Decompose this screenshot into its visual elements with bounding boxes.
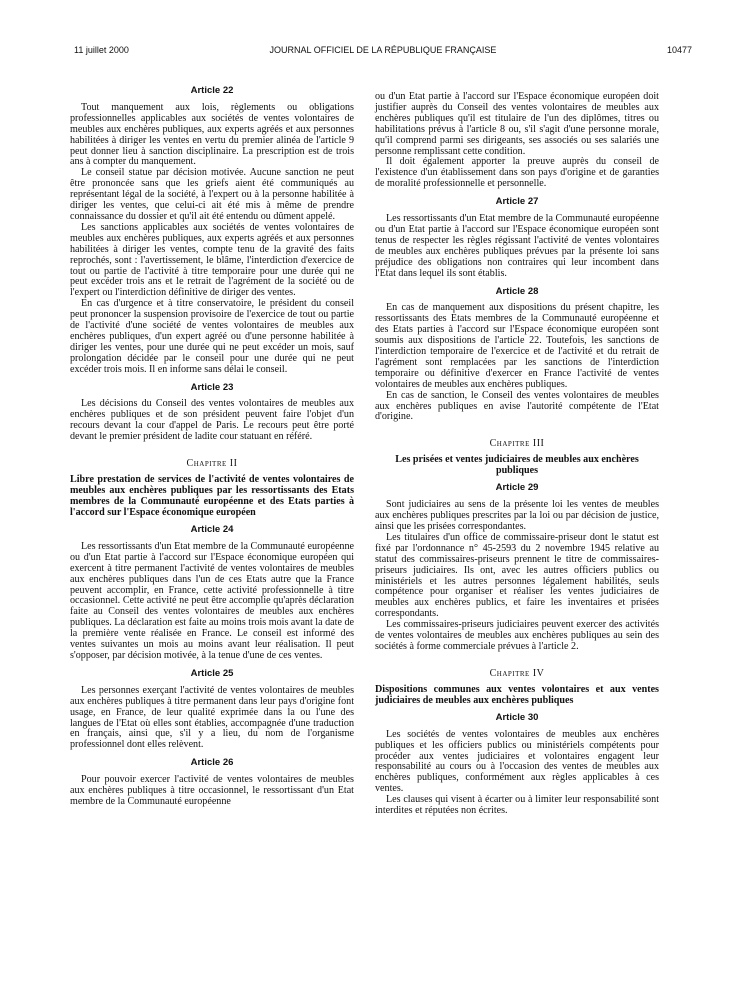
article-22-paragraph-2: Le conseil statue par décision motivée. Aucune sanction ne peut être prononcée sans que les griefs aient été communiqués au représentant légal de la société, à l'expert ou à la personne habilitée à diriger les ventes, que celui-ci ait été mis à même de prendre connaissance du dossier et qu'il ait été entendu ou dûment appelé.	[70, 167, 354, 222]
article-24-paragraph-1: Les ressortissants d'un Etat membre de la Communauté européenne ou d'un Etat partie à l'accord sur l'Espace économique européen qui exercent à titre permanent l'activité de ventes volontaires de meubles aux enchères publiques dans l'un de ces Etats autre que la France peuvent accomplir, en France, cette activité professionnelle à titre occasionnel. Cette activité ne peut être accomplie qu'après déclaration faite au Conseil des ventes volontaires de meubles aux enchères publiques. La déclaration est faite au moins trois mois avant la date de la première vente réalisée en France. Le conseil est informé des ventes suivantes un mois au moins avant leur réalisation. Il peut s'opposer, par décision motivée, à la tenue d'une de ces ventes.	[70, 540, 354, 661]
article-22-paragraph-4: En cas d'urgence et à titre conservatoire, le président du conseil peut prononcer la suspension provisoire de l'exercice de tout ou partie de l'activité d'une société de ventes volontaires de meubles aux enchères publiques, d'un expert agréé ou d'une personne habilitée à diriger les ventes, pour une durée qui ne peut excéder un mois, sauf prolongation décidée par le conseil pour une durée qui ne peut excéder trois mois. Il en informe sans délai le conseil.	[70, 298, 354, 375]
article-25-paragraph-1: Les personnes exerçant l'activité de ventes volontaires de meubles aux enchères publiques à titre permanent dans leur pays d'origine font usage, en France, de leur qualité exprimée dans la ou l'une des langues de l'Etat où elles sont établies, accompagnée d'une traduction en français, ainsi que, s'il y a lieu, du nom de l'organisme professionnel dont elles relèvent.	[70, 684, 354, 751]
page-header	[74, 42, 692, 58]
left-column	[70, 86, 354, 808]
article-23-heading: Article 23	[190, 381, 234, 393]
article-23-paragraph-1: Les décisions du Conseil des ventes volontaires de meubles aux enchères publiques et de son président peuvent faire l'objet d'un recours devant la cour d'appel de Paris. Le recours peut être porté devant le premier président de ladite cour statuant en référé.	[70, 398, 354, 443]
article-29-paragraph-1: Sont judiciaires au sens de la présente loi les ventes de meubles aux enchères publiques prescrites par la loi ou par décision de justice, ainsi que les prisées correspondantes.	[375, 499, 659, 532]
article-26-paragraph-2: Il doit également apporter la preuve auprès du conseil de l'existence d'un établissement dans son pays d'origine et de garanties de moralité professionnelle et personnelle.	[375, 156, 659, 190]
article-24-heading: Article 24	[190, 524, 234, 535]
chapter-4-title: Dispositions communes aux ventes volontaires et aux ventes judiciaires de meubles aux enchères publiques	[375, 683, 659, 706]
article-29-heading: Article 29	[495, 482, 539, 494]
chapter-3-label: Chapitre III	[489, 438, 545, 450]
article-26-paragraph-1-continued: ou d'un Etat partie à l'accord sur l'Espace économique européen doit justifier auprès du Conseil des ventes volontaires de meubles aux enchères publiques qu'il est titulaire de l'un des diplômes, titres ou habilitations prévus à l'article 8 ou, s'il s'agit d'une personne morale, qu'il comprend parmi ses dirigeants, ses associés ou ses salariés une personne remplissant cette condition.	[375, 91, 659, 157]
article-28-paragraph-2: En cas de sanction, le Conseil des ventes volontaires de meubles aux enchères publiques en avise l'autorité compétente de l'Etat d'origine.	[375, 389, 659, 423]
article-22-paragraph-1: Tout manquement aux lois, règlements ou obligations professionnelles applicables aux sociétés de ventes volontaires de meubles aux enchères publiques, aux experts agréés et aux personnes habilitées à diriger les ventes en vertu du premier alinéa de l'article 9 peut donner lieu à sanction disciplinaire. La prescription est de trois ans à compter du manquement.	[70, 101, 354, 168]
header-date: 11 juillet 2000	[74, 45, 129, 55]
chapter-2-title: Libre prestation de services de l'activité de ventes volontaires de meubles aux enchères publiques par les ressortissants des Etats membres de la Communauté européenne et des Etats parties à l'accord sur l'Espace économique européen	[70, 474, 354, 518]
article-27-paragraph-1: Les ressortissants d'un Etat membre de la Communauté européenne ou d'un Etat partie à l'accord sur l'Espace économique européen sont tenus de respecter les règles régissant l'activité de ventes volontaires de meubles aux enchères publiques prévues par la présente loi sans préjudice des obligations non contraires qui leur incombent dans l'Etat dans lequel ils sont établis.	[375, 213, 659, 279]
chapter-4-label: Chapitre IV	[489, 667, 545, 679]
article-22-heading: Article 22	[190, 85, 234, 96]
article-29-paragraph-2: Les titulaires d'un office de commissaire-priseur dont le statut est fixé par l'ordonnance n° 45-2593 du 2 novembre 1945 relative au statut des commissaires-priseurs prennent le titre de commissaires-priseurs judiciaires. Ils ont, avec les autres officiers publics ou ministériels et les autres personnes légalement habilités, seuls compétence pour organiser et réaliser les ventes judiciaires de meubles aux enchères publics, et faire les inventaires et prisées correspondants.	[375, 531, 659, 620]
article-28-heading: Article 28	[495, 285, 539, 297]
right-column	[375, 92, 659, 817]
article-29-paragraph-3: Les commissaires-priseurs judiciaires peuvent exercer des activités de ventes volontaires de meubles aux enchères publiques au sein des sociétés à forme commerciale prévues à l'article 2.	[375, 619, 659, 652]
header-page-number: 10477	[666, 45, 692, 55]
header-journal-title: JOURNAL OFFICIEL DE LA RÉPUBLIQUE FRANÇAISE	[269, 45, 497, 55]
chapter-2-label: Chapitre II	[186, 458, 238, 470]
article-28-paragraph-1: En cas de manquement aux dispositions du présent chapitre, les ressortissants des Etats membres de la Communauté européenne et des Etats parties à l'accord sur l'Espace économique européen sont soumis aux dispositions de l'article 22. Toutefois, les sanctions de l'interdiction temporaire de l'exercice et de l'activité et du retrait de l'agrément sont remplacées par les sanctions de l'interdiction temporaire ou définitive d'exercer en France l'activité de ventes volontaires de meubles aux enchères publiques.	[375, 302, 659, 390]
article-22-paragraph-3: Les sanctions applicables aux sociétés de ventes volontaires de meubles aux enchères publiques, aux experts agréés et aux personnes habilitées à diriger les ventes, compte tenu de la gravité des faits reprochés, sont : l'avertissement, le blâme, l'interdiction d'exercice de tout ou partie de l'activité à titre temporaire pour une durée qui ne peut excéder trois ans et le retrait de l'agrément de la société ou de l'expert ou l'interdiction définitive de diriger des ventes.	[70, 221, 354, 299]
article-30-heading: Article 30	[495, 711, 539, 723]
article-30-paragraph-2: Les clauses qui visent à écarter ou à limiter leur responsabilité sont interdites et réputées non écrites.	[375, 794, 659, 817]
article-27-heading: Article 27	[495, 196, 539, 208]
article-30-paragraph-1: Les sociétés de ventes volontaires de meubles aux enchères publiques et les officiers publics ou ministériels compétents pour procéder aux ventes judiciaires et volontaires engagent leur responsabilité au cours ou à l'occasion des ventes de meubles aux enchères publiques, conformément aux règles applicables à ces ventes.	[375, 728, 659, 795]
article-26-heading: Article 26	[190, 757, 234, 769]
article-26-paragraph-1: Pour pouvoir exercer l'activité de ventes volontaires de meubles aux enchères publiques à titre occasionnel, le ressortissant d'un Etat membre de la Communauté européenne	[70, 774, 354, 807]
article-25-heading: Article 25	[190, 667, 234, 679]
chapter-3-title: Les prisées et ventes judiciaires de meubles aux enchères publiques	[395, 454, 639, 477]
